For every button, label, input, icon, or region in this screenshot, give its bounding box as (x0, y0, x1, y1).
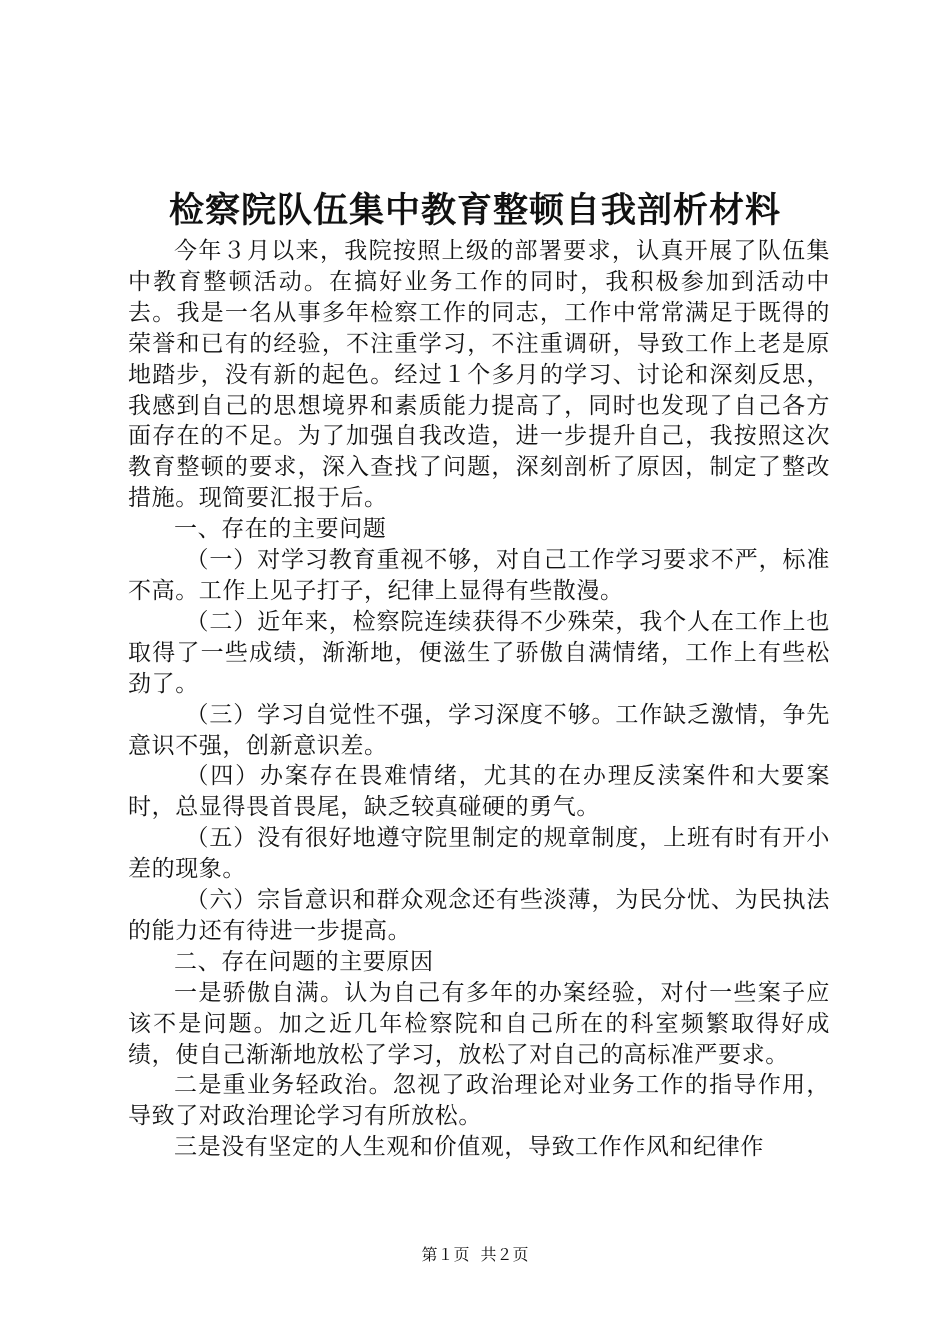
page-total: 共２页 (480, 1245, 529, 1264)
problem-item-3: （三）学习自觉性不强，学习深度不够。工作缺乏激情，争先意识不强，创新意识差。 (128, 701, 830, 759)
problem-item-5: （五）没有很好地遵守院里制定的规章制度，上班有时有开小差的现象。 (128, 825, 830, 883)
document-body (128, 236, 830, 1163)
problem-item-6: （六）宗旨意识和群众观念还有些淡薄，为民分忧、为民执法的能力还有待进一步提高。 (128, 887, 830, 944)
document-title: 检察院队伍集中教育整顿自我剖析材料 (168, 190, 781, 231)
cause-paragraph-1: 一是骄傲自满。认为自己有多年的办案经验，对付一些案子应该不是问题。加之近几年检察院和自己所在的科室频繁取得好成绩，使自己渐渐地放松了学习，放松了对自己的高标准严要求。 (128, 979, 830, 1068)
intro-paragraph: 今年３月以来，我院按照上级的部署要求，认真开展了队伍集中教育整顿活动。在搞好业务工作的同时，我积极参加到活动中去。我是一名从事多年检察工作的同志，工作中常常满足于既得的荣誉和已有的经验，不注重学习，不注重调研，导致工作上老是原地踏步，没有新的起色。经过１个多月的学习、讨论和深刻反思，我感到自己的思想境界和素质能力提高了，同时也发现了自己各方面存在的不足。为了加强自我改造，进一步提升自己，我按照这次教育整顿的要求，深入查找了问题，深刻剖析了原因，制定了整改措施。现简要汇报于后。 (128, 238, 830, 512)
page-footer (0, 1244, 950, 1266)
cause-paragraph-3: 三是没有坚定的人生观和价值观，导致工作作风和纪律作 (174, 1134, 764, 1161)
problem-item-1: （一）对学习教育重视不够，对自己工作学习要求不严，标准不高。工作上见子打子，纪律上显得有些散漫。 (128, 547, 830, 604)
cause-paragraph-2: 二是重业务轻政治。忽视了政治理论对业务工作的指导作用，导致了对政治理论学习有所放松。 (128, 1072, 830, 1130)
problem-item-4: （四）办案存在畏难情绪，尤其的在办理反渎案件和大要案时，总显得畏首畏尾，缺乏较真碰硬的勇气。 (128, 763, 830, 821)
section-heading-problems: 一、存在的主要问题 (174, 516, 387, 543)
page-number: 第１页 (421, 1245, 470, 1264)
section-heading-causes: 二、存在问题的主要原因 (174, 948, 434, 975)
problem-item-2: （二）近年来，检察院连续获得不少殊荣，我个人在工作上也取得了一些成绩，渐渐地，便滋生了骄傲自满情绪，工作上有些松劲了。 (128, 608, 830, 697)
